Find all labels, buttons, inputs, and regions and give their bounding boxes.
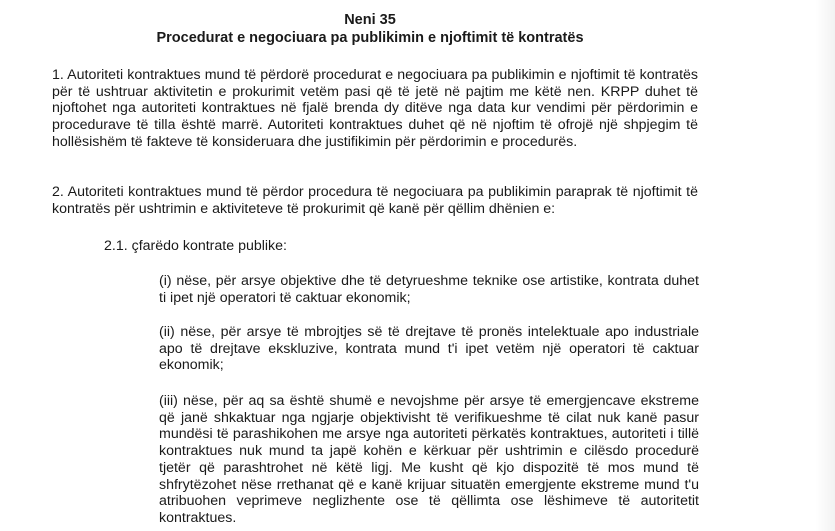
- paragraph-1: 1. Autoriteti kontraktues mund të përdorë procedurat e negociuara pa publikimin e njoftimit të kontratës për të ushtruar aktivitetin e prokurimit vetëm pasi që të jetë në pajtim me këtë nen. KRPP duhet të njoftohet nga autoriteti kontraktues në fjalë brenda dy ditëve nga data kur vendimi për përdorimin e procedurave të tilla është marrë. Autoriteti kontraktues duhet që në njoftim të ofrojë një shpjegim të hollësishëm të fakteve të konsideruara dhe justifikimin për përdorimin e procedurës.: [52, 67, 698, 150]
- subsection-2-1: 2.1. çfarëdo kontrate publike:: [104, 238, 287, 254]
- list-item-ii: (ii) nëse, për arsye të mbrojtjes së të drejtave të pronës intelektuale apo industriale apo të drejtave ekskluzive, kontrata mund t'i ipet vetëm një operatori të caktuar ekonomik;: [159, 324, 699, 374]
- edge-shadow: [815, 0, 835, 531]
- list-item-i: (i) nëse, për arsye objektive dhe të detyrueshme teknike ose artistike, kontrata duhet ti ipet një operatori të caktuar ekonomik;: [159, 273, 699, 306]
- article-number: Neni 35: [344, 12, 396, 28]
- list-item-iii: (iii) nëse, për aq sa është shumë e nevojshme për arsye të emergjencave ekstreme që janë shkaktuar nga ngjarje objektivisht të verifikueshme të cilat nuk kanë pasur mundësi të parashikohen me arsye nga autoriteti përkatës kontraktues, autoriteti i tillë kontraktues nuk mund ta japë kohën e kërkuar për ushtrimin e cilësdo procedurë tjetër që parashtrohet në këtë ligj. Me kusht që kjo dispozitë të mos mund të shfrytëzohet nëse rrethanat që e kanë krijuar situatën emergjente ekstreme mund t'u atribuohen veprimeve neglizhente ose të qëllimta ose lëshimeve të autoritetit kontraktues.: [159, 393, 699, 526]
- paragraph-2: 2. Autoriteti kontraktues mund të përdor procedura të negociuara pa publikimin paraprak të njoftimit të kontratës për ushtrimin e aktiviteteve të prokurimit që kanë për qëllim dhënien e:: [52, 184, 698, 217]
- article-title: Procedurat e negociuara pa publikimin e njoftimit të kontratës: [156, 30, 584, 46]
